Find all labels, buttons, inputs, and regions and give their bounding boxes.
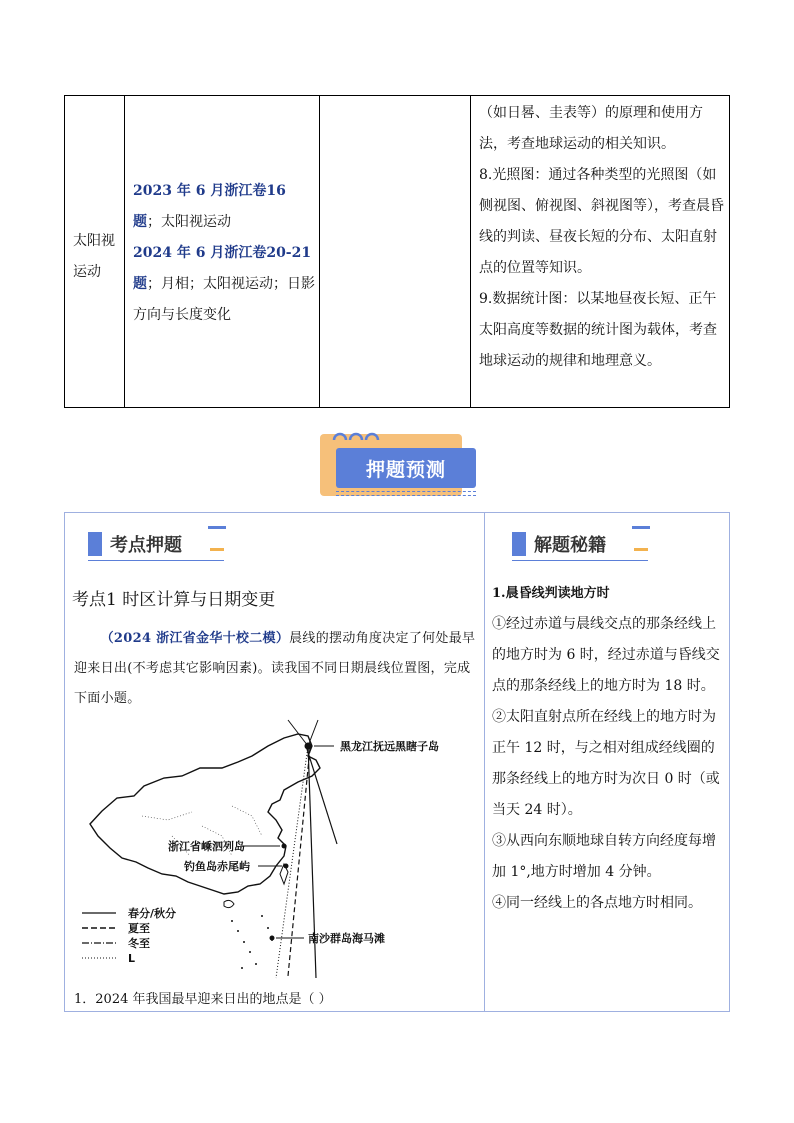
upper-line [288,720,308,746]
table-col-topic [65,96,125,407]
topic-title: 考点1 时区计算与日期变更 [72,590,276,610]
l-line [276,746,308,978]
topic-cell: 太阳视运动 [73,233,115,280]
shengsi-point [282,844,287,849]
exam-analysis-table [64,95,730,408]
rings-icon [330,424,390,442]
column-divider [484,513,485,1011]
exam1-text: ；太阳视运动 [147,214,231,230]
section-banner [318,424,478,499]
legend-summer: 夏至 [128,922,150,935]
banner-underline [336,491,476,496]
heading-accent [634,548,648,551]
label-nansha: 南沙群岛海马滩 [308,932,385,945]
heading-underline [512,560,648,561]
banner-title: 押题预测 [365,458,446,481]
tip-item: ②太阳直射点所在经线上的地方时为正午 12 时，与之相对组成经线圈的那条经线上的地方时为次日 0 时（或当天 24 时）。 [492,709,720,818]
label-heilongjiang: 黑龙江抚远黑瞎子岛 [340,740,439,753]
question-intro [74,624,480,714]
heading-bar [512,532,526,556]
legend-equinox: 春分/秋分 [128,907,177,920]
tip-item: ①经过赤道与晨线交点的那条经线上的地方时为 6 时，经过赤道与昏线交点的那条经线上的地方时为 18 时。 [492,616,720,694]
nansha-point [270,936,275,941]
tip-title: 1.晨昏线判读地方时 [492,586,610,601]
exam2-title: 2024 年 6 月浙江卷20-21 题 [133,245,312,292]
heading-label: 考点押题 [110,535,182,556]
exam1-title: 2023 年 6 月浙江卷16 题 [133,183,286,230]
heading-underline [88,560,224,561]
tips-panel [492,578,728,919]
question-source: （2024 浙江省金华十校二模） [100,631,290,646]
heading-bar [88,532,102,556]
question-1: 1．2024 年我国最早迎来日出的地点是（ ） [74,992,332,1007]
left-section-heading [88,528,224,558]
diaoyu-point [284,864,289,869]
heilongjiang-point [305,743,312,750]
tip-item: ③从西向东顺地球自转方向经度每增加 1°,地方时增加 4 分钟。 [492,833,716,880]
notes-cell [479,98,725,377]
note-item: 8.光照图：通过各种类型的光照图（如侧视图、俯视图、斜视图等），考查晨昏线的判读、昼夜长短的分布、太阳直射点的位置等知识。 [479,167,724,276]
note-item: （如日晷、圭表等）的原理和使用方法，考查地球运动的相关知识。 [479,105,703,152]
note-item: 9.数据统计图：以某地昼夜长短、正午太阳高度等数据的统计图为载体，考查地球运动的规律和地理意义。 [479,291,717,369]
label-shengsi: 浙江省嵊泗列岛 [168,840,245,853]
table-col-notes [471,96,731,407]
table-col-empty [320,96,471,407]
legend-l: L [128,952,136,965]
upper-line [308,720,318,746]
heading-label: 解题秘籍 [534,535,606,556]
table-col-exams [125,96,320,407]
china-dawn-line-map [72,716,472,984]
hainan [224,900,234,907]
exams-cell [133,176,315,331]
question-text: 晨线的摆动角度决定了何处最早迎来日出(不考虑其它影响因素)。读我国不同日期晨线位置图，完成下面小题。 [74,631,476,706]
label-diaoyu: 钓鱼岛赤尾屿 [184,860,250,873]
exam2-text: ；月相；太阳视运动；日影方向与长度变化 [133,276,315,323]
right-section-heading [512,528,648,558]
south-sea-islands [231,915,273,969]
heading-accent [632,526,650,529]
legend-winter: 冬至 [128,937,150,950]
banner-title-box [336,448,476,488]
tip-item: ④同一经线上的各点地方时相同。 [492,895,702,911]
heading-accent [208,526,226,529]
heading-accent [210,548,224,551]
map-legend [82,906,176,965]
